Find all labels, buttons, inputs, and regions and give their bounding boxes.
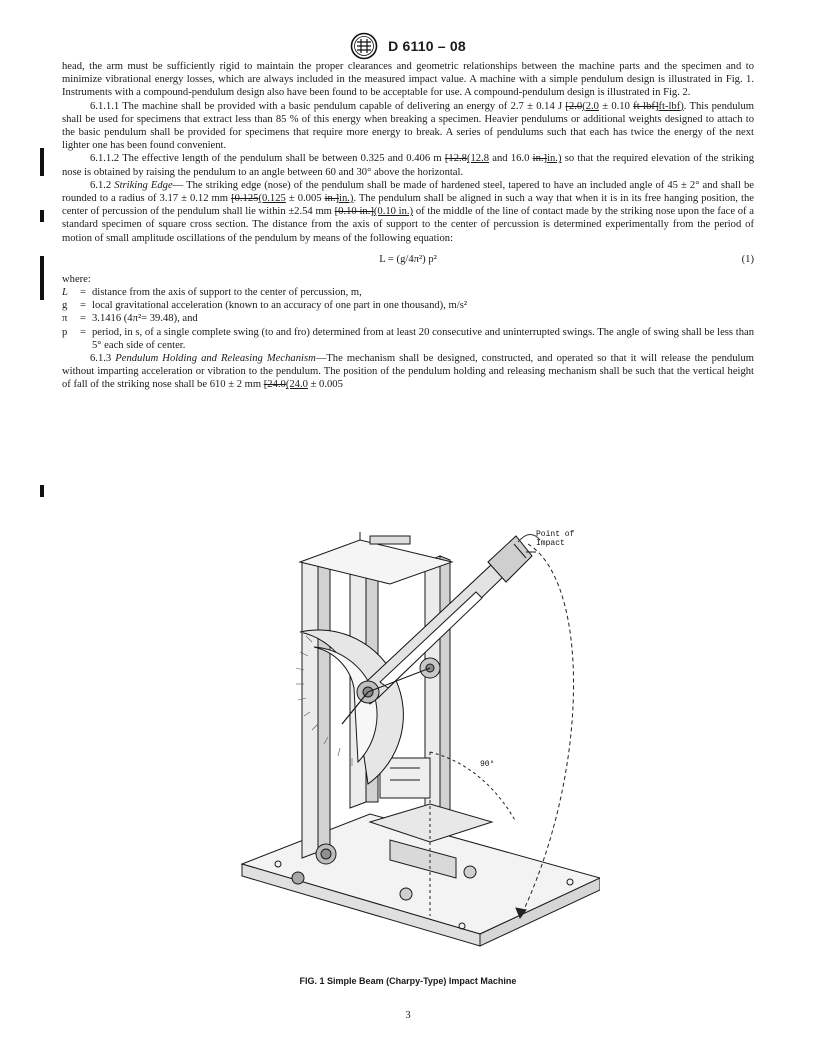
label-point-of: Point of [536,530,575,539]
paragraph-continued: head, the arm must be sufficiently rigid to maintain the proper clearances and geometric relationships between the machine parts and the specimen and to minimize vibrational energy losses, which are always included in the measured impact value. A machine with a simple pendulum design is illustrated in Fig. 1. Instruments with a compound-pendulum design also have been found to be acceptable for use. A compound-pendulum design is illustrated in Fig. 2. [62,61,754,99]
paragraph-6-1-1-1: 6.1.1.1 The machine shall be provided with a basic pendulum capable of delivering an energy of 2.7 ± 0.14 J [2.0(2.0 ± 0.10 ft-lbf]ft-lbf). This pendulum shall be used for specimens that extract less than 85 % of this energy when breaking a specimen. Heavier pendulums or additional weights designed to attach to the basic pendulum shall be provided for specimens that require more energy to break. A series of pendulums such that each has twice the energy of the next lighter one has been found convenient. [62,100,754,152]
label-impact: Impact [536,539,565,548]
page-number: 3 [405,1010,411,1021]
document-id: D 6110 – 08 [388,38,466,54]
page-header [0,32,816,60]
astm-logo-icon [350,32,378,60]
where-label: where: [62,273,91,285]
equation-1 [62,253,754,267]
paragraph-6-1-2: 6.1.2 Striking Edge— The striking edge (nose) of the pendulum shall be made of hardened steel, tapered to have an included angle of 45 ± 2° and shall be rounded to a radius of 3.17 ± 0.12 mm [0.125(0.125 ± 0.005 in.]in.). The pendulum shall be aligned in such a way that when it is in its free hanging position, the center of percussion of the pendulum shall lie within ±2.54 mm [0.10 in.](0.10 in.) of the middle of the line of contact made by the striking nose upon the face of a standard specimen of square cross section. The distance from the axis of support to the center of percussion is determined experimentally from the period of motion of small amplitude oscillations of the pendulum by means of the following equation: [62,179,754,244]
figure-caption: FIG. 1 Simple Beam (Charpy-Type) Impact Machine [299,976,517,986]
definition-list [62,286,754,352]
equation-text: L = (g/4π²) p² [379,253,437,265]
change-bar [40,256,44,300]
paragraph-6-1-3: 6.1.3 Pendulum Holding and Releasing Mechanism—The mechanism shall be designed, constructed, and operated so that it will release the pendulum without imparting acceleration or vibration to the pendulum. The position of the pendulum holding and releasing mechanism shall be such that the vertical height of fall of the striking nose shall be 610 ± 2 mm [24.0(24.0 ± 0.005 [62,353,754,391]
change-bar [40,210,44,222]
definition-item: g = local gravitational acceleration (known to an accuracy of one part in one thousand), m/s² [62,300,467,312]
definition-item: p = period, in s, of a single complete swing (to and fro) determined from at least 20 consecutive and uninterrupted swings. The angle of swing shall be less than 5° each side of center. [62,326,754,351]
equation-number: (1) [741,253,754,265]
definition-item: π = 3.1416 (4π²= 39.48), and [62,313,198,325]
body-text [62,60,754,392]
paragraph-6-1-1-2: 6.1.1.2 The effective length of the pendulum shall be between 0.325 and 0.406 m [12.8(12.8 and 16.0 in.]in.) so that the required elevation of the striking nose is obtained by raising the pendulum to an angle between 60 and 30° above the horizontal. [62,153,754,178]
impact-machine-figure [230,522,600,950]
change-bar [40,148,44,176]
change-bar [40,485,44,497]
label-angle-90: 90° [480,760,495,769]
definition-item: L = distance from the axis of support to the center of percussion, m, [62,287,362,299]
